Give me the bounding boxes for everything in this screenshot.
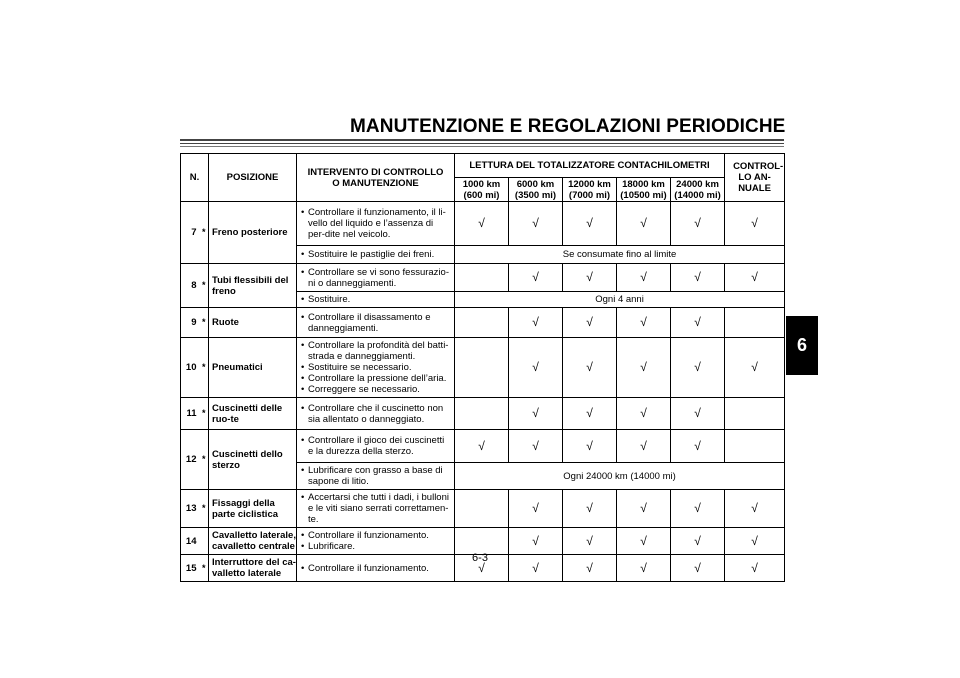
check-mark: √ bbox=[725, 555, 785, 582]
title-rule bbox=[180, 139, 784, 141]
item-position: Cuscinetti dello sterzo bbox=[209, 430, 297, 490]
action-item: • Controllare il funzionamento, il li-vello del liquido e l’assenza di per-dite nel veicolo. bbox=[300, 207, 452, 240]
action-item: • Controllare il funzionamento. bbox=[300, 563, 452, 574]
check-mark: √ bbox=[617, 308, 671, 338]
check-mark: √ bbox=[671, 338, 725, 398]
table-row bbox=[181, 264, 785, 292]
action-item: • Controllare il funzionamento. bbox=[300, 530, 452, 541]
item-position: Interruttore del ca-valletto laterale bbox=[209, 555, 297, 582]
check-mark: √ bbox=[617, 430, 671, 463]
check-mark: √ bbox=[617, 490, 671, 528]
item-actions bbox=[297, 528, 455, 555]
check-mark: √ bbox=[509, 430, 563, 463]
item-position: Cuscinetti delle ruo-te bbox=[209, 398, 297, 430]
item-star: * bbox=[200, 338, 209, 398]
check-mark: √ bbox=[671, 528, 725, 555]
action-item: • Correggere se necessario. bbox=[300, 384, 452, 395]
check-mark: √ bbox=[563, 430, 617, 463]
item-number: 14 bbox=[181, 528, 200, 555]
check-mark: √ bbox=[455, 555, 509, 582]
item-actions bbox=[297, 490, 455, 528]
item-number: 8 bbox=[181, 264, 200, 308]
item-actions bbox=[297, 292, 455, 308]
check-mark: √ bbox=[671, 490, 725, 528]
item-star bbox=[200, 528, 209, 555]
action-item: • Sostituire le pastiglie dei freni. bbox=[300, 249, 452, 260]
empty-cell bbox=[725, 398, 785, 430]
check-mark: √ bbox=[455, 202, 509, 246]
check-mark: √ bbox=[509, 308, 563, 338]
check-mark: √ bbox=[671, 264, 725, 292]
item-star: * bbox=[200, 555, 209, 582]
header-km-5: 24000 km (14000 mi) bbox=[671, 178, 725, 202]
check-mark: √ bbox=[617, 338, 671, 398]
check-mark: √ bbox=[671, 202, 725, 246]
check-mark: √ bbox=[725, 338, 785, 398]
check-mark: √ bbox=[725, 202, 785, 246]
check-mark: √ bbox=[617, 202, 671, 246]
check-mark: √ bbox=[617, 555, 671, 582]
action-item: • Accertarsi che tutti i dadi, i bulloni e le viti siano serrati correttamen-te. bbox=[300, 492, 452, 525]
check-mark: √ bbox=[563, 308, 617, 338]
header-km-1: 1000 km (600 mi) bbox=[455, 178, 509, 202]
check-mark: √ bbox=[563, 398, 617, 430]
item-actions bbox=[297, 463, 455, 490]
action-item: • Lubrificare con grasso a base di sapone di litio. bbox=[300, 465, 452, 487]
table-row bbox=[181, 202, 785, 246]
check-mark: √ bbox=[725, 490, 785, 528]
table-body bbox=[181, 202, 785, 582]
item-position: Cavalletto laterale, cavalletto centrale bbox=[209, 528, 297, 555]
check-mark: √ bbox=[617, 398, 671, 430]
header-lettura: LETTURA DEL TOTALIZZATORE CONTACHILOMETRI bbox=[455, 154, 725, 178]
item-number: 10 bbox=[181, 338, 200, 398]
table-row bbox=[181, 308, 785, 338]
item-position: Pneumatici bbox=[209, 338, 297, 398]
item-actions bbox=[297, 430, 455, 463]
table-row bbox=[181, 430, 785, 463]
empty-cell bbox=[455, 398, 509, 430]
check-mark: √ bbox=[617, 264, 671, 292]
header-intervento: INTERVENTO DI CONTROLLO O MANUTENZIONE bbox=[297, 154, 455, 202]
check-mark: √ bbox=[509, 202, 563, 246]
check-mark: √ bbox=[671, 308, 725, 338]
table-row bbox=[181, 528, 785, 555]
empty-cell bbox=[455, 308, 509, 338]
table-row bbox=[181, 398, 785, 430]
item-number: 7 bbox=[181, 202, 200, 264]
check-mark: √ bbox=[671, 430, 725, 463]
check-mark: √ bbox=[563, 528, 617, 555]
empty-cell bbox=[455, 490, 509, 528]
empty-cell bbox=[455, 264, 509, 292]
item-actions bbox=[297, 398, 455, 430]
page-title: MANUTENZIONE E REGOLAZIONI PERIODICHE bbox=[350, 116, 786, 137]
check-mark: √ bbox=[725, 264, 785, 292]
item-position: Freno posteriore bbox=[209, 202, 297, 264]
action-item: • Controllare la profondità del batti-strada e danneggiamenti. bbox=[300, 340, 452, 362]
header-km-3: 12000 km (7000 mi) bbox=[563, 178, 617, 202]
action-item: • Sostituire se necessario. bbox=[300, 362, 452, 373]
action-item: • Controllare la pressione dell’aria. bbox=[300, 373, 452, 384]
check-mark: √ bbox=[725, 528, 785, 555]
check-mark: √ bbox=[509, 528, 563, 555]
check-mark: √ bbox=[617, 528, 671, 555]
item-number: 12 bbox=[181, 430, 200, 490]
item-actions bbox=[297, 202, 455, 246]
chapter-tab: 6 bbox=[786, 316, 818, 375]
action-item: • Controllare se vi sono fessurazio-ni o danneggiamenti. bbox=[300, 267, 452, 289]
maintenance-table bbox=[180, 153, 785, 582]
interval-note: Ogni 24000 km (14000 mi) bbox=[455, 463, 785, 490]
action-item: • Controllare che il cuscinetto non sia allentato o danneggiato. bbox=[300, 403, 452, 425]
table-row bbox=[181, 338, 785, 398]
action-item: • Controllare il gioco dei cuscinetti e la durezza della sterzo. bbox=[300, 435, 452, 457]
item-star: * bbox=[200, 202, 209, 264]
item-actions bbox=[297, 338, 455, 398]
item-position: Tubi flessibili del freno bbox=[209, 264, 297, 308]
item-number: 15 bbox=[181, 555, 200, 582]
header-controllo: CONTROL-LO AN-NUALE bbox=[725, 154, 785, 202]
empty-cell bbox=[725, 308, 785, 338]
item-position: Fissaggi della parte ciclistica bbox=[209, 490, 297, 528]
check-mark: √ bbox=[509, 555, 563, 582]
item-actions bbox=[297, 308, 455, 338]
item-number: 11 bbox=[181, 398, 200, 430]
item-actions bbox=[297, 246, 455, 264]
empty-cell bbox=[725, 430, 785, 463]
item-star: * bbox=[200, 264, 209, 308]
check-mark: √ bbox=[455, 430, 509, 463]
check-mark: √ bbox=[563, 338, 617, 398]
check-mark: √ bbox=[563, 555, 617, 582]
check-mark: √ bbox=[563, 264, 617, 292]
action-item: • Sostituire. bbox=[300, 294, 452, 305]
page-number: 6-3 bbox=[472, 552, 488, 564]
table-header bbox=[181, 154, 785, 202]
title-rule bbox=[180, 146, 784, 147]
check-mark: √ bbox=[509, 398, 563, 430]
item-actions bbox=[297, 264, 455, 292]
item-position: Ruote bbox=[209, 308, 297, 338]
item-number: 13 bbox=[181, 490, 200, 528]
check-mark: √ bbox=[563, 202, 617, 246]
action-item: • Controllare il disassamento e danneggiamenti. bbox=[300, 312, 452, 334]
header-posizione: POSIZIONE bbox=[209, 154, 297, 202]
check-mark: √ bbox=[671, 398, 725, 430]
item-number: 9 bbox=[181, 308, 200, 338]
check-mark: √ bbox=[509, 264, 563, 292]
title-rule bbox=[180, 143, 784, 144]
table-row bbox=[181, 490, 785, 528]
item-star: * bbox=[200, 430, 209, 490]
check-mark: √ bbox=[509, 338, 563, 398]
action-item: • Lubrificare. bbox=[300, 541, 452, 552]
header-km-2: 6000 km (3500 mi) bbox=[509, 178, 563, 202]
empty-cell bbox=[455, 528, 509, 555]
interval-note: Ogni 4 anni bbox=[455, 292, 785, 308]
item-star: * bbox=[200, 490, 209, 528]
check-mark: √ bbox=[671, 555, 725, 582]
empty-cell bbox=[455, 338, 509, 398]
header-n: N. bbox=[181, 154, 209, 202]
item-star: * bbox=[200, 398, 209, 430]
item-star: * bbox=[200, 308, 209, 338]
check-mark: √ bbox=[509, 490, 563, 528]
interval-note: Se consumate fino al limite bbox=[455, 246, 785, 264]
check-mark: √ bbox=[563, 490, 617, 528]
header-km-4: 18000 km (10500 mi) bbox=[617, 178, 671, 202]
